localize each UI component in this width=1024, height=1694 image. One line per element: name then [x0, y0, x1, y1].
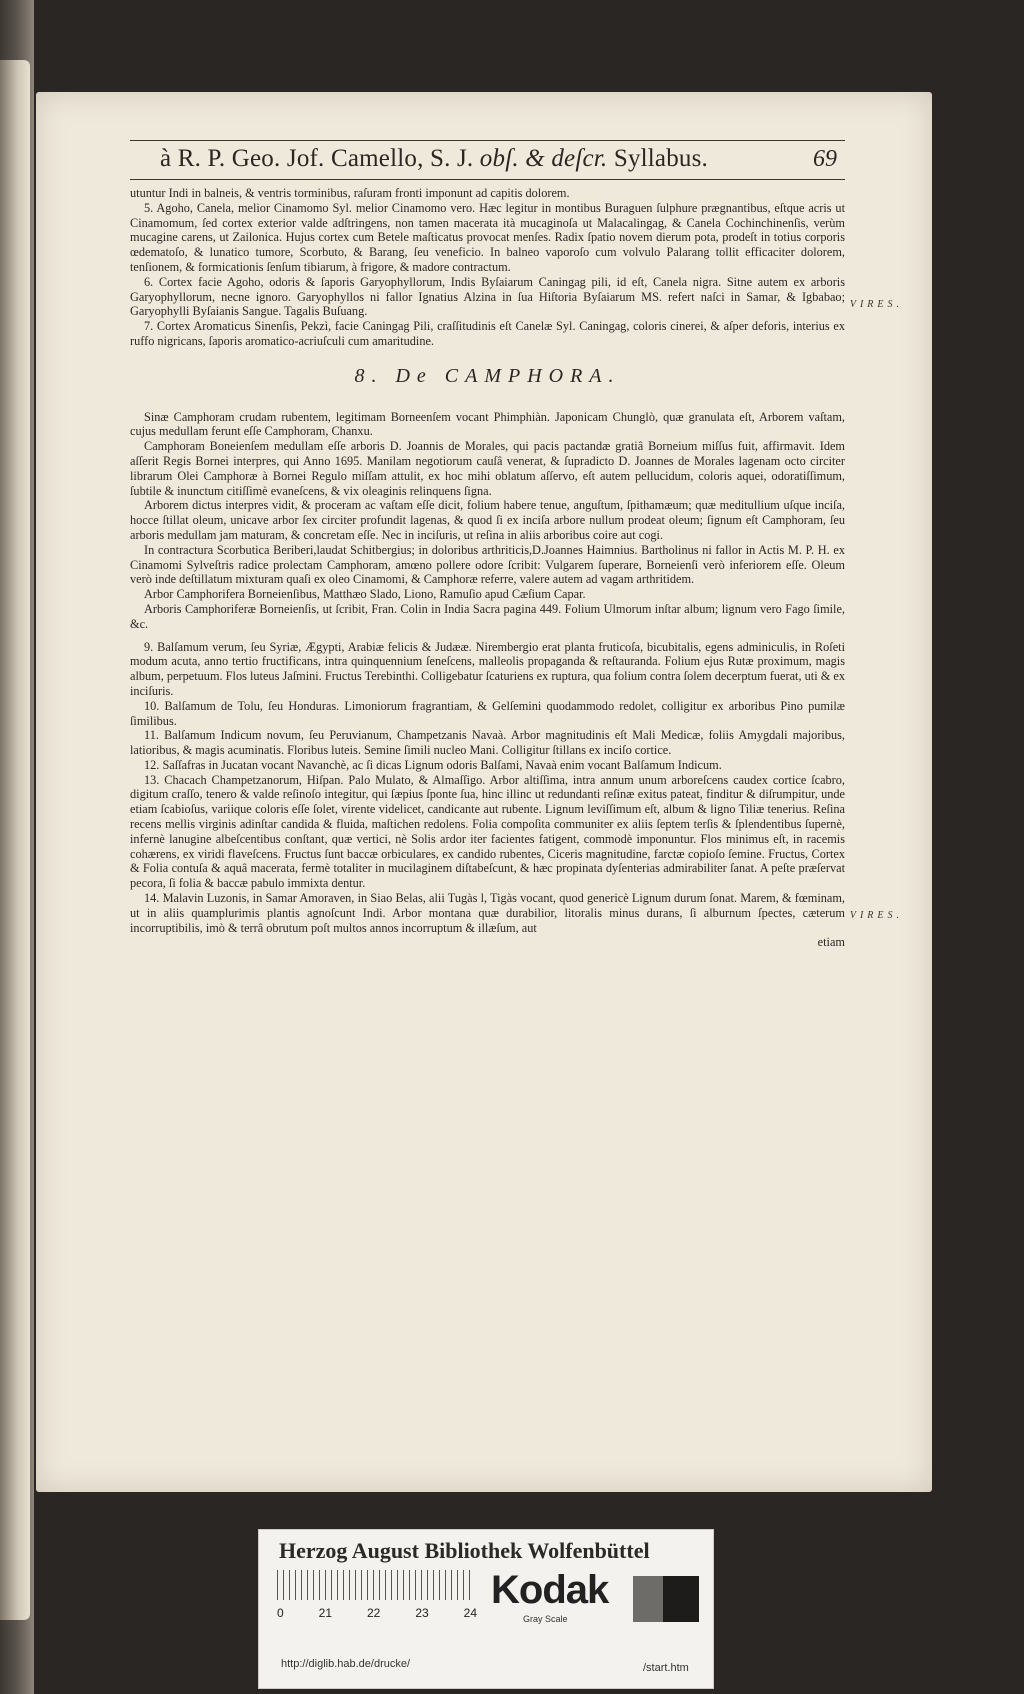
- header-rule-top: [130, 140, 845, 141]
- margin-note-vires-2: VIRES.: [849, 909, 903, 921]
- paragraph: 14. Malavin Luzonis, in Samar Amoraven, in Siao Belas, alii Tugàs l, Tigàs vocant, quod genericè Lignum durum ſonat. Marem, & fœminam, ut in aliis quamplurimis plantis agnoſcunt Indi. Arbor montana quæ durabilior, litoralis minus durans, ſi alburnum ſpectes, cæterum incorruptibilis, imò & terrâ obrutum poſt multos annos incorruptum & illæſum, aut: [130, 891, 845, 935]
- paragraph: Camphoram Boneienſem medullam eſſe arboris D. Joannis de Morales, qui pacis pactandæ gratiâ Borneium miſſus fuit, affirmavit. Idem aſſerit Regis Bornei interpres, qui Anno 1695. Manilam negotiorum cauſâ venerat, & ſupradicto D. Joannes de Morales lagenam octo circiter librarum Olei Camphoræ à Bornei Regulo miſſam attulit, ex hoc mihi oblatum aſſervo, eſt autem pellucidum, coloris aquei, odoratiſſimum, ſubtile & inunctum citiſſimè evaneſcens, & vix oleaginis relinquens ſigna.: [130, 439, 845, 498]
- calibration-card: [258, 1529, 714, 1689]
- paragraph: 5. Agoho, Canela, melior Cinamomo Syl. melior Cinamomo vero. Hæc legitur in montibus Buraguen ſulphure prægnantibus, eſtque acris ut Cinamomum, ſed cortex exterior valde adſtringens, non tamen macerata ità mucaginoſa ut Malacalingag, & Canela Cochinchinenſis, verùm mucagine carens, ut Zailonica. Hujus cortex cum Betele maſticatus provocat menſes. Radix ſpatio novem dierum pota, prodeſt in totius corporis œdematoſo, & lunatico tumore, Scorbuto, & Barang, ſeu veneficio. In balneo vaporoſo cum volvulo Palarang tollit efficaciter dolorem, tenſionem, & formicationis ſenſum tibiarum, à frigore, & madore contractum.: [130, 200, 845, 274]
- running-head-italic: obſ. & deſcr.: [479, 145, 608, 172]
- ruler-numbers: [277, 1606, 477, 1620]
- paragraph: 10. Balſamum de Tolu, ſeu Honduras. Limoniorum fragrantiam, & Gelſemini quodammodo redolet, colligitur ex arboribus Pino pumilæ ſimilibus.: [130, 698, 845, 728]
- running-head-prefix: à R. P. Geo. Jof. Camello, S. J.: [160, 145, 480, 172]
- page-content: [130, 140, 903, 950]
- running-head-title: [160, 145, 708, 173]
- start-file: /start.htm: [643, 1662, 689, 1674]
- paragraph: In contractura Scorbutica Beriberi,laudat Schitbergius; in doloribus arthriticis,D.Joannes Haimnius. Bartholinus ni fallor in Actis M. P. H. ex Cinamomi Sylveſtris radice prolectam Camphoram, amœno pollere odore ſcribit: Vulgarem ſuperare, Borneienſi verò inferiorem eſſe. Oleum verò inde deſtillatum mixturam quaſi ex oleo Cinamomi, & Camphoræ referre, valere autem ad vagam arthritidem.: [130, 542, 845, 587]
- running-head: [130, 145, 845, 179]
- ruler-number: 24: [463, 1606, 477, 1620]
- previous-page-edge: [0, 60, 30, 1620]
- paragraph: 12. Saſſafras in Jucatan vocant Navanchè, ac ſi dicas Lignum odoris Balſami, Navaà enim vocant Balſamum Indicum.: [144, 757, 722, 772]
- page-number: 69: [813, 146, 837, 172]
- paragraph: 11. Balſamum Indicum novum, ſeu Peruvianum, Champetzanis Navaà. Arbor magnitudinis eſt Mali Medicæ, foliis Amygdali majoribus, latioribus, & magis acuminatis. Floribus luteis. Semine ſimili nucleo Mani. Colligitur ſtillans ex inciſo cortice.: [130, 728, 845, 758]
- paragraph: utuntur Indi in balneis, & ventris torminibus, raſuram fronti imponunt ad capitis dolorem.: [130, 186, 570, 200]
- margin-note-vires-1: VIRES.: [849, 299, 903, 310]
- catchword: etiam: [817, 935, 845, 950]
- gray-swatch-mid: [633, 1576, 663, 1622]
- gray-scale-label: Gray Scale: [523, 1614, 568, 1624]
- kodak-logo: Kodak: [491, 1568, 609, 1612]
- running-head-suffix: Syllabus.: [607, 145, 709, 172]
- paragraph: 9. Balſamum verum, ſeu Syriæ, Ægypti, Arabiæ felicis & Judææ. Nirembergio erat planta fruticoſa, bicubitalis, egens adminiculis, in Roſeti modum acuta, anno tertio fructificans, intra quinquennium ſeneſcens, malleolis propaganda & reſtauranda. Folium ejus Rutæ proximum, magis album, perpetuum. Flos luteus Jaſmini. Fructus Terebinthi. Colligebatur ſcaturiens ex ruptura, qua folium contra ſolem decerptum fuerat, uti & ex inciſuris.: [130, 639, 845, 698]
- paragraph: 6. Cortex facie Agoho, odoris & ſaporis Garyophyllorum, Indis Byſaiarum Caningag pili, id eſt, Canela nigra. Sitne autem ex arboris Garyophyllorum, necne ignoro. Garyophyllos ni fallor Ignatius Alzina in ſua Hiſtoria Byſaiarum MS. refert naſci in Samar, & Igbabao; Garyophylli Byſaianis Sangue. Tagalis Buſuang.: [130, 274, 845, 319]
- ruler-number: 0: [277, 1606, 284, 1620]
- digital-library-url: http://diglib.hab.de/drucke/: [281, 1658, 411, 1670]
- gray-swatch-dark: [663, 1576, 699, 1622]
- ruler-number: 23: [415, 1606, 429, 1620]
- text-body: [130, 186, 903, 950]
- paragraph: 7. Cortex Aromaticus Sinenſis, Pekzì, facie Caningag Pili, craſſitudinis eſt Canelæ Syl. Caningag, coloris cinerei, & aſper deforis, interius ex ruffo nigricans, ſaporis aromatico-acriuſculi cum amaritudine.: [130, 319, 845, 348]
- paragraph: Arboris Camphoriferæ Borneienſis, ut ſcribit, Fran. Colin in India Sacra pagina 449. Folium Ulmorum inſtar album; lignum vero Fago ſimile, &c.: [130, 601, 845, 631]
- ruler-number: 22: [366, 1606, 381, 1620]
- paragraph: Arborem dictus interpres vidit, & proceram ac vaſtam eſſe dicit, folium habere tenue, anguſtum, ſpithamæum; quæ meditullium uſque inciſa, hocce ſtillat oleum, unicave arbor ſex circiter profundit lagenas, & quod ſi ex inciſa arbore nullum prodeat oleum; ſignum eſt Camphoram, ſeu arboris medullam jam maturam, & concretam eſſe. Nec in inciſuris, ut reſina in aliis arboribus coire aut cogi.: [130, 498, 845, 542]
- ruler-number: 21: [318, 1606, 333, 1620]
- scale-ruler: [277, 1570, 472, 1600]
- library-name: Herzog August Bibliothek Wolfenbüttel: [279, 1538, 650, 1563]
- section-heading: 8. De CAMPHORA.: [354, 364, 621, 387]
- header-rule-bottom: [130, 179, 845, 180]
- paragraph: Sinæ Camphoram crudam rubentem, legitimam Borneenſem vocant Phimphiàn. Japonicam Chunglò, quæ granulata eſt, Arborem vaſtam, cujus medullam ferunt eſſe Camphoram, Chanxu.: [130, 409, 845, 439]
- paragraph: Arbor Camphorifera Borneienſibus, Matthæo Slado, Liono, Ramuſio apud Cæſium Capar.: [144, 587, 586, 602]
- paragraph: 13. Chacach Champetzanorum, Hiſpan. Palo Mulato, & Almaſſigo. Arbor altiſſima, intra annum unum arboreſcens caudex cortice ſcabro, digitum craſſo, tenero & valde reſinoſo integitur, qui ſæpius ſponte ſua, hinc illinc ut redundanti reſinæ exitus pateat, finditur & diſrumpitur, unde etiam ſcabioſus, variique coloris eſſe ſolet, virente videlicet, candicante aut rubente. Lignum leviſſimum eſt, album & ligno Tiliæ tenerius. Reſina recens mellis virginis adinſtar candida & fluida, maſtichen redolens. Folia compoſita communiter ex aliis ſeptem terſis & ſplendentibus ſupernè, infernè lanugine albeſcentibus conſtant, quæ vertici, nè Solis ardor iter facientes fatigent, commodè imponuntur. Flos minimus eſt, in racemis cohærens, ex viridi flaveſcens. Fructus ſunt baccæ orbiculares, ex candido rubentes, Ciceris magnitudine, farctæ copioſo ſemine. Fructus, Cortex & Folia contuſa & aquâ macerata, fermè totaliter in mucilaginem diſtabeſcunt, & hæc propinata dyſenterias admirabiliter ſanat. A peſte præſervat pecora, ſi folia & baccæ pabulo immixta dentur.: [130, 772, 845, 891]
